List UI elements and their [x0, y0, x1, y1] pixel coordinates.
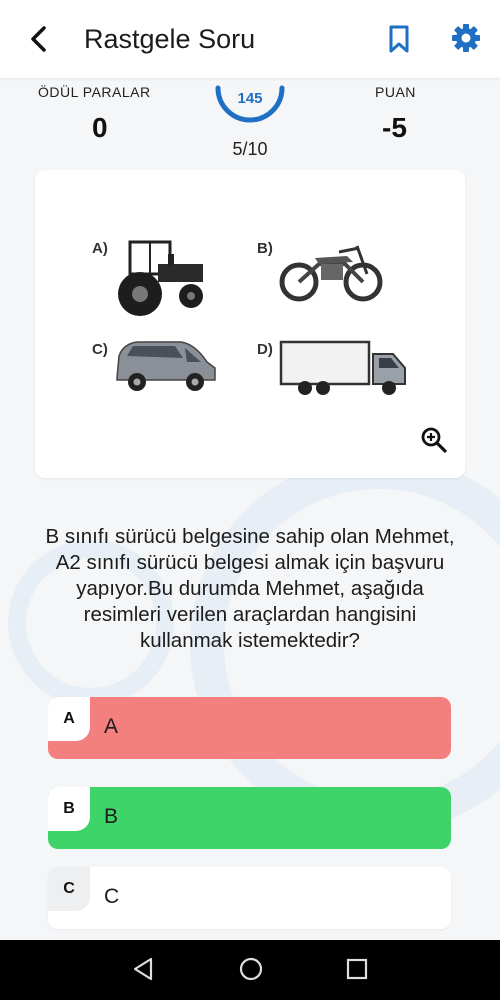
answer-option-b[interactable] [48, 787, 451, 849]
question-image[interactable] [35, 170, 465, 478]
zoom-button[interactable] [420, 426, 448, 459]
image-option-label: A) [92, 240, 108, 257]
minivan-icon [111, 336, 219, 394]
answer-text: C [104, 885, 120, 908]
back-button[interactable] [22, 22, 56, 56]
nav-back-button[interactable] [131, 956, 155, 987]
question-progress: 5/10 [232, 139, 268, 159]
nav-home-button[interactable] [238, 956, 264, 987]
tractor-icon [108, 234, 208, 320]
nav-recents-icon [345, 956, 369, 982]
question-text: B sınıfı sürücü belgesine sahip olan Mehmet, A2 sınıfı sürücü belgesi almak için başvuru yapıyor.Bu durumda Mehmet, aşağıda resimleri verilen araçlardan hangisini kullanmak istemektedir? [45, 525, 455, 652]
nav-recents-button[interactable] [345, 956, 369, 987]
answer-text: B [104, 805, 119, 828]
coins-label: ÖDÜL PARALAR [38, 84, 151, 100]
answer-letter: A [48, 697, 90, 741]
nav-home-icon [238, 956, 264, 982]
answer-text: A [104, 715, 119, 738]
coins-value: 0 [92, 112, 108, 143]
gear-icon [450, 22, 482, 54]
image-option-label: C) [92, 341, 108, 358]
back-arrow-icon [28, 25, 50, 53]
image-option-label: B) [257, 240, 273, 257]
score-panel [0, 78, 500, 168]
settings-button[interactable] [450, 22, 482, 59]
answer-option-a[interactable] [48, 697, 451, 759]
app-bar [0, 0, 500, 78]
system-navigation-bar [0, 940, 500, 1000]
nav-back-icon [131, 956, 155, 982]
page-title: Rastgele Soru [84, 24, 256, 54]
answer-letter: B [48, 787, 90, 831]
zoom-in-icon [420, 426, 448, 454]
bookmark-icon [386, 24, 412, 54]
bookmark-button[interactable] [386, 24, 412, 59]
score-value: -5 [382, 112, 407, 143]
timer [214, 78, 286, 128]
answer-option-c[interactable] [48, 867, 451, 929]
answer-letter: C [48, 867, 90, 911]
score-label: PUAN [375, 84, 416, 100]
image-option-label: D) [257, 341, 273, 358]
motorcycle-icon [279, 238, 383, 302]
timer-value: 145 [237, 90, 263, 107]
truck-icon [277, 336, 409, 400]
